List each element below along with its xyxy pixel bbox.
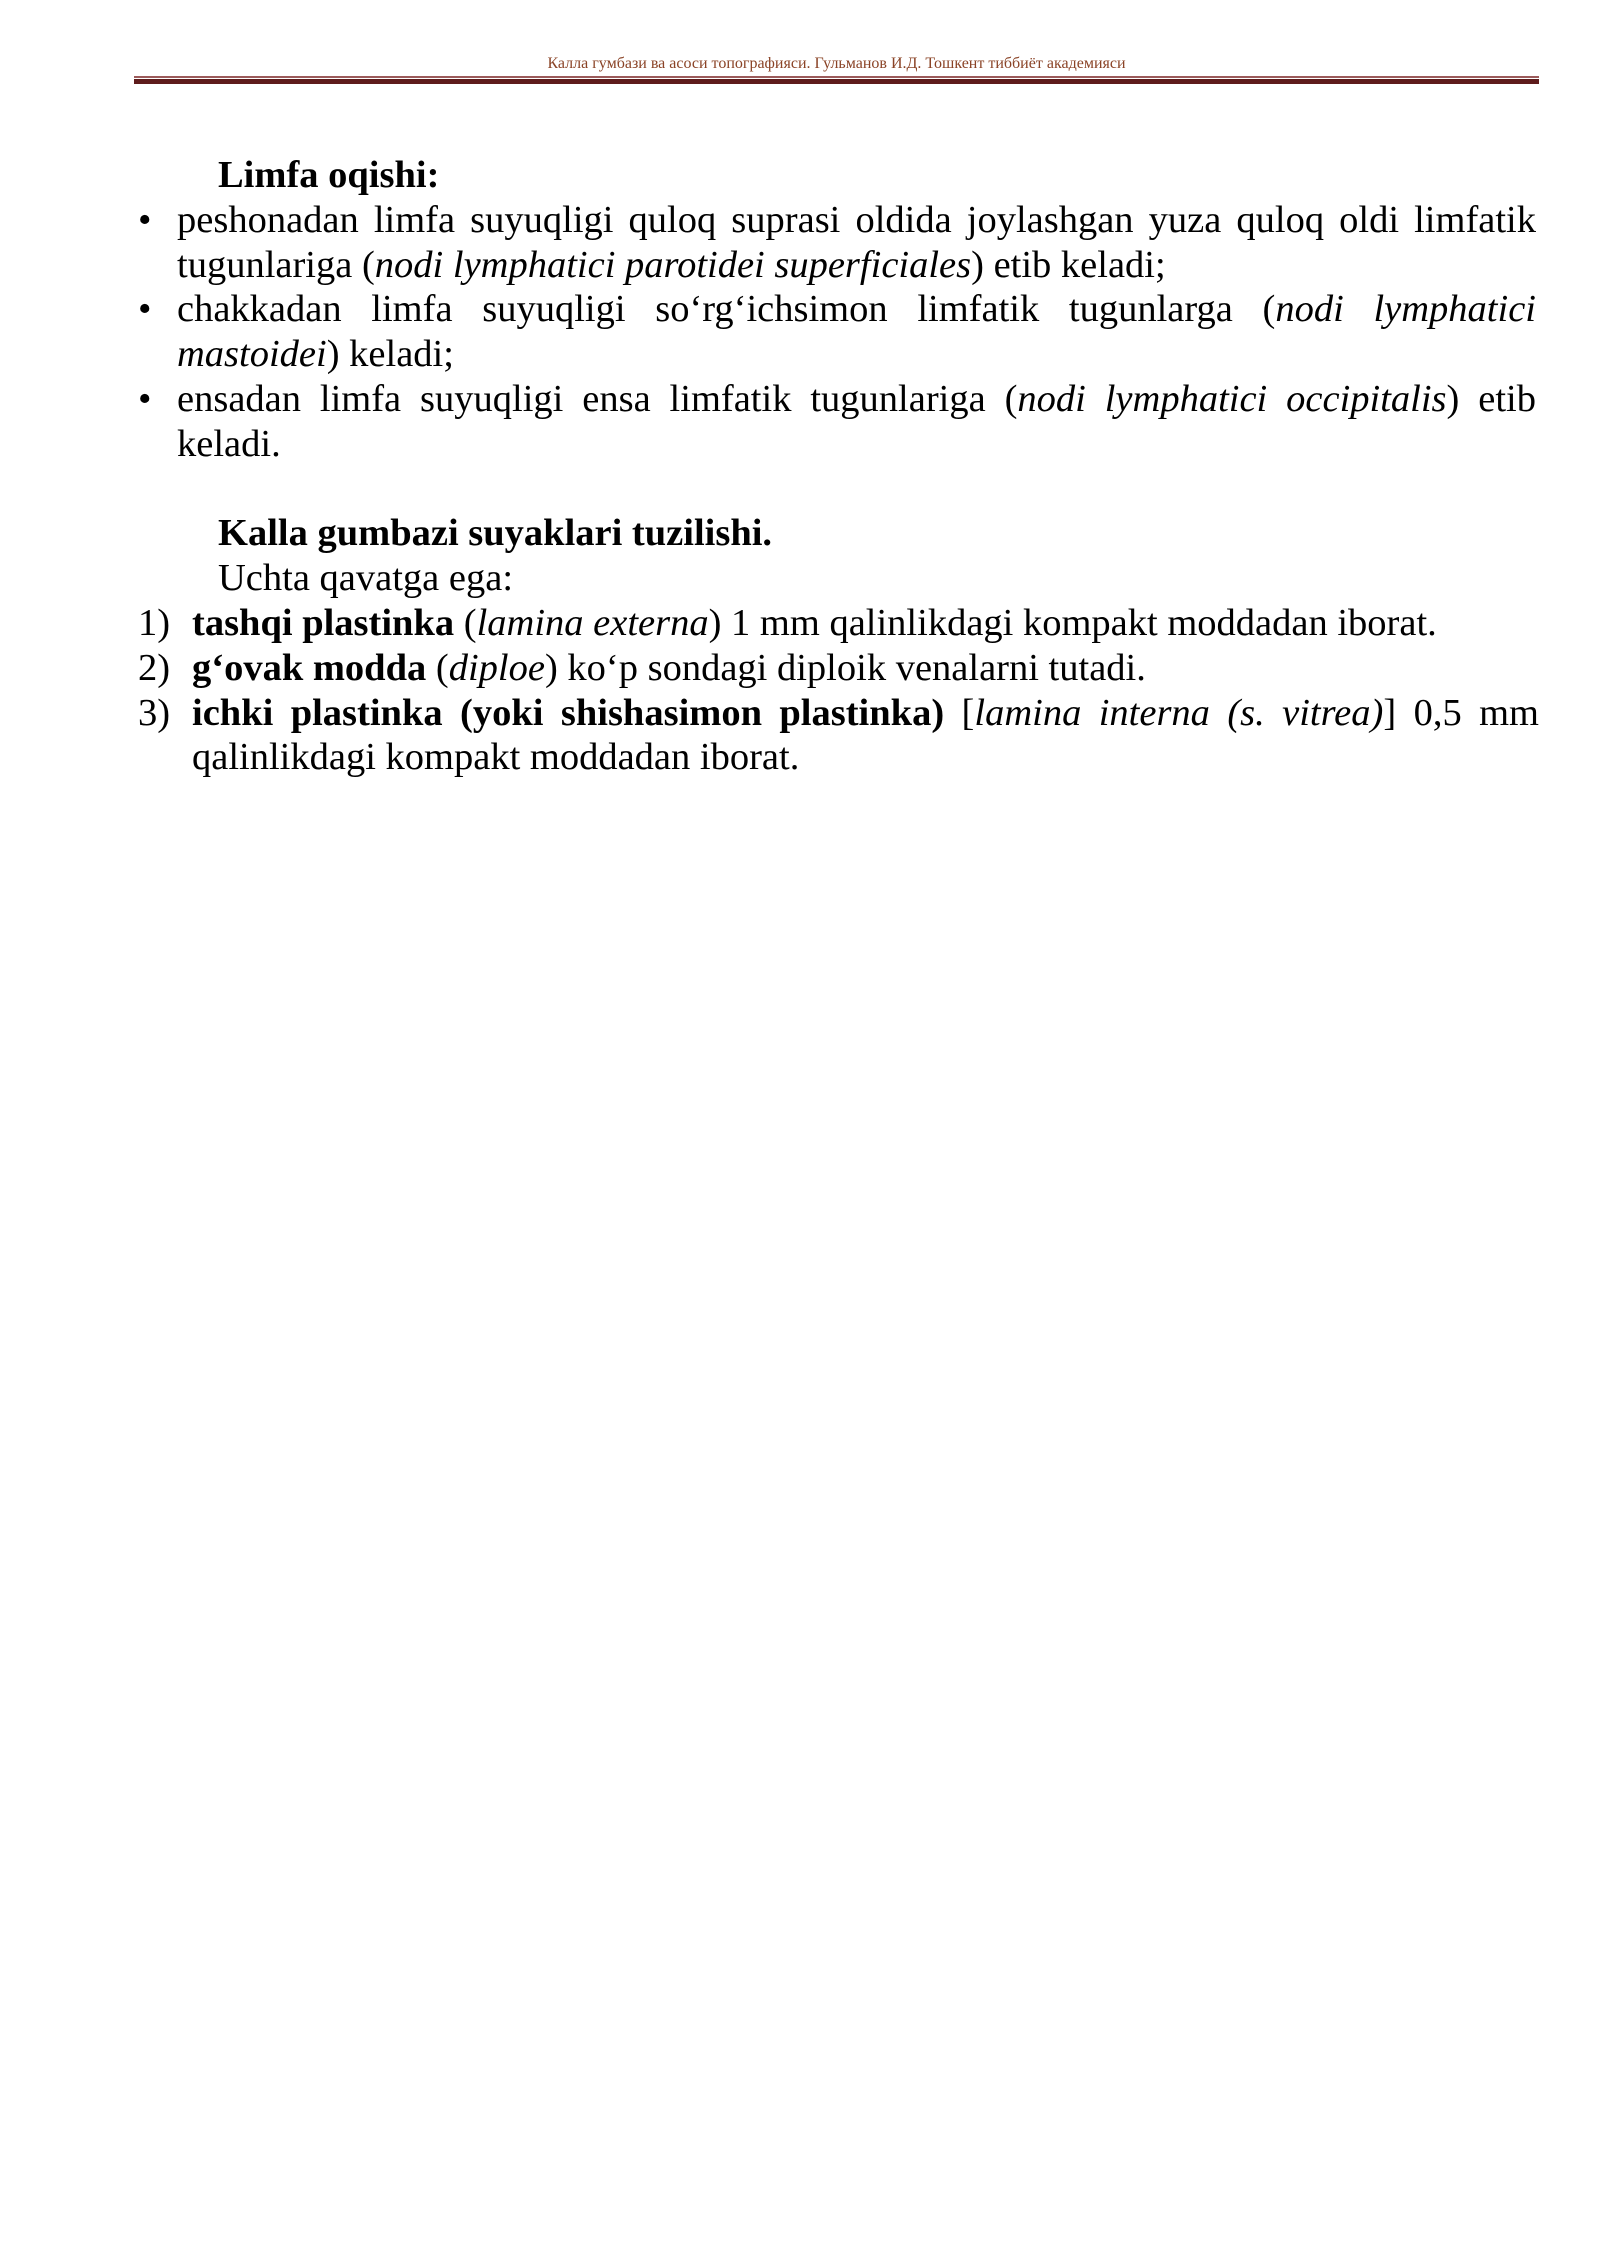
item-text: ) 1 mm qalinlikdagi kompakt moddadan iborat. (708, 601, 1437, 644)
list-number: 1) (138, 601, 171, 644)
bullet-item (134, 198, 1539, 288)
latin-term: nodi lymphatici occipitalis (1017, 377, 1447, 420)
bullet-item (134, 287, 1539, 377)
header-rule (134, 76, 1539, 84)
item-text-end: ) etib keladi; (971, 243, 1166, 286)
layer-term: ichki plastinka (yoki shishasimon plastinka) (192, 691, 945, 734)
latin-term: nodi lymphatici mastoidei (177, 288, 1536, 376)
document-body (134, 153, 1539, 780)
list-number: 3) (138, 691, 171, 734)
latin-term: lamina externa (476, 601, 709, 644)
bullet-item (134, 377, 1539, 467)
layer-term: tashqi plastinka (192, 601, 455, 644)
layer-item (134, 691, 1539, 781)
item-text-end: ) keladi; (326, 333, 454, 376)
bullet-marker: • (138, 288, 152, 331)
item-text-end: ) etib keladi. (177, 377, 1536, 465)
numbered-list (134, 601, 1539, 780)
section-intro: Uchta qavatga ega: (218, 557, 514, 600)
item-text: chakkadan limfa suyuqligi so‘rg‘ichsimon limfatik tugunlarga ( (177, 288, 1276, 331)
layer-term: g‘ovak modda (192, 646, 427, 689)
item-text: ] 0,5 mm qalinlikdagi kompakt moddadan iborat. (192, 691, 1539, 779)
bracket-open: ( (426, 646, 449, 689)
layer-item (134, 601, 1539, 646)
latin-term: diploe (448, 646, 545, 689)
item-text: ) ko‘p sondagi diploik venalarni tutadi. (544, 646, 1146, 689)
bullet-list (134, 198, 1539, 467)
running-header (134, 54, 1539, 84)
bracket-open: [ (944, 691, 975, 734)
bullet-marker: • (138, 198, 152, 241)
list-number: 2) (138, 646, 171, 689)
item-text: ensadan limfa suyuqligi ensa limfatik tugunlariga ( (177, 377, 1018, 420)
section-heading-vault-bones: Kalla gumbazi suyaklari tuzilishi. (218, 512, 773, 555)
bullet-marker: • (138, 377, 152, 420)
latin-term: nodi lymphatici parotidei superficiales (374, 243, 972, 286)
latin-term: lamina interna (s. vitrea) (974, 691, 1384, 734)
bracket-open: ( (454, 601, 477, 644)
layer-item (134, 646, 1539, 691)
running-header-text: Калла гумбази ва асоси топографияси. Гульманов И.Д. Тошкент тиббиёт академияси (547, 55, 1126, 72)
section-heading-lymph-drainage: Limfa oqishi: (218, 154, 440, 196)
item-text: peshonadan limfa suyuqligi quloq suprasi oldida joylashgan yuza quloq oldi limfatik tugunlariga ( (177, 198, 1536, 286)
